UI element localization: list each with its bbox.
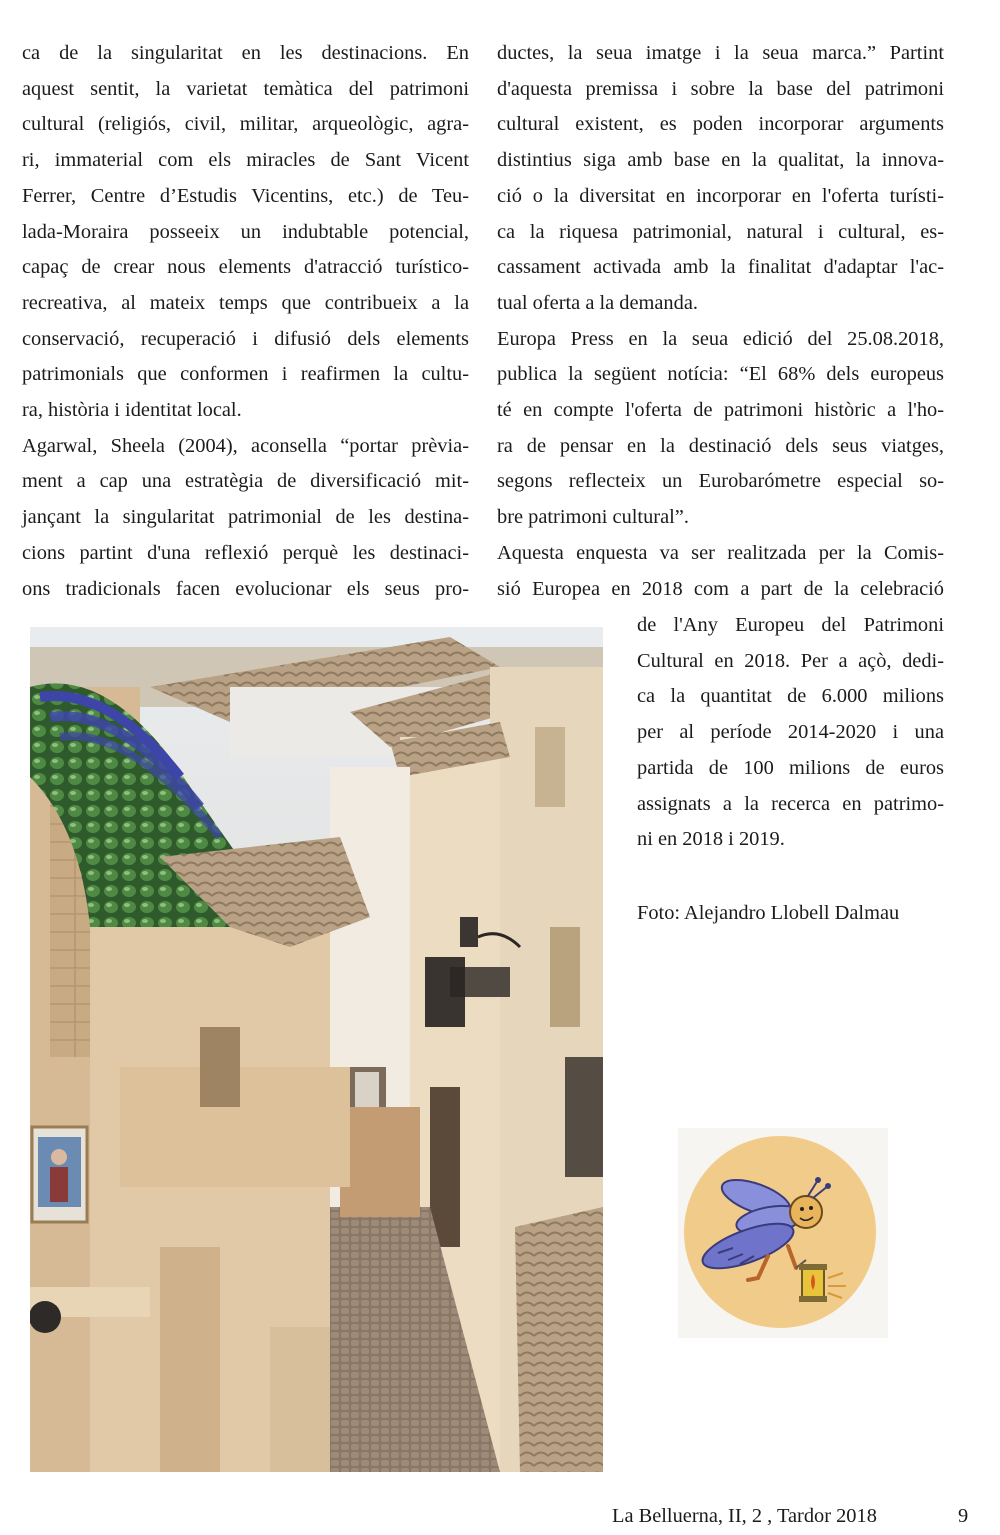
street-photo xyxy=(30,627,603,1472)
text-line: publica la següent notícia: “El 68% dels europeus xyxy=(497,363,944,386)
text-line: partida de 100 milions de euros xyxy=(637,756,944,779)
text-line: jançant la singularitat patrimonial de les destina- xyxy=(22,506,469,529)
text-line: Aquesta enquesta va ser realitzada per la Comis- xyxy=(497,541,944,564)
text-line: segons reflecteix un Eurobarómetre especial so- xyxy=(497,470,944,493)
text-line: Agarwal, Sheela (2004), aconsella “portar prèvia- xyxy=(22,434,469,457)
text-line: cultural existent, es poden incorporar arguments xyxy=(497,113,944,136)
text-line: ca de la singularitat en les destinacions. En xyxy=(22,42,469,64)
text-line: ra, història i identitat local. xyxy=(22,399,242,422)
text-line: ció o la diversitat en incorporar en l'oferta turísti- xyxy=(497,184,944,207)
right-narrow-text xyxy=(637,608,944,858)
text-line: ca la riquesa patrimonial, natural i cultural, es- xyxy=(497,220,944,243)
text-line: d'aquesta premissa i sobre la base del patrimoni xyxy=(497,77,944,100)
text-line: Ferrer, Centre d’Estudis Vicentins, etc.) de Teu- xyxy=(22,184,469,207)
right-text-column xyxy=(497,36,944,607)
text-line: patrimonials que conformen i reafirmen la cultu- xyxy=(22,363,469,386)
text-line: bre patrimoni cultural”. xyxy=(497,506,689,529)
text-line: ra de pensar en la destinació dels seus viatges, xyxy=(497,434,944,457)
firefly-logo xyxy=(678,1128,888,1338)
text-line: sió Europea en 2018 com a part de la celebració xyxy=(497,577,944,600)
text-line: Europa Press en la seua edició del 25.08.2018, xyxy=(497,327,944,350)
text-line: té en compte l'oferta de patrimoni històric a l'ho- xyxy=(497,399,944,422)
text-line: recreativa, al mateix temps que contribueix a la xyxy=(22,291,469,314)
text-line: per al període 2014-2020 i una xyxy=(637,721,944,744)
text-line: ductes, la seua imatge i la seua marca.” Partint xyxy=(497,42,944,64)
text-line: ri, immaterial com els miracles de Sant Vicent xyxy=(22,149,469,172)
text-line: lada-Moraira posseeix un indubtable potencial, xyxy=(22,220,469,243)
text-line: ons tradicionals facen evolucionar els seus pro- xyxy=(22,577,469,600)
text-line: assignats a la recerca en patrimo- xyxy=(637,792,944,815)
text-line: de l'Any Europeu del Patrimoni xyxy=(637,614,944,636)
text-line: Cultural en 2018. Per a açò, dedi- xyxy=(637,649,944,672)
footer-publication: La Belluerna, II, 2 , Tardor 2018 xyxy=(612,1505,877,1527)
left-text-column xyxy=(22,36,469,607)
text-line: cions partint d'una reflexió perquè les destinaci- xyxy=(22,541,469,564)
text-line: ni en 2018 i 2019. xyxy=(637,828,785,851)
text-line: tual oferta a la demanda. xyxy=(497,291,698,314)
page-number: 9 xyxy=(958,1505,969,1527)
text-line: distintius siga amb base en la qualitat, la innova- xyxy=(497,149,944,172)
text-line: cassament activada amb la finalitat d'adaptar l'ac- xyxy=(497,256,944,279)
text-line: conservació, recuperació i difusió dels elements xyxy=(22,327,469,350)
text-line: aquest sentit, la varietat temàtica del patrimoni xyxy=(22,77,469,100)
text-line: capaç de crear nous elements d'atracció turístico- xyxy=(22,256,469,279)
text-line: cultural (religiós, civil, militar, arqueològic, agra- xyxy=(22,113,469,136)
photo-credit: Foto: Alejandro Llobell Dalmau xyxy=(637,902,900,924)
text-line: ca la quantitat de 6.000 milions xyxy=(637,685,944,708)
text-line: ment a cap una estratègia de diversificació mit- xyxy=(22,470,469,493)
